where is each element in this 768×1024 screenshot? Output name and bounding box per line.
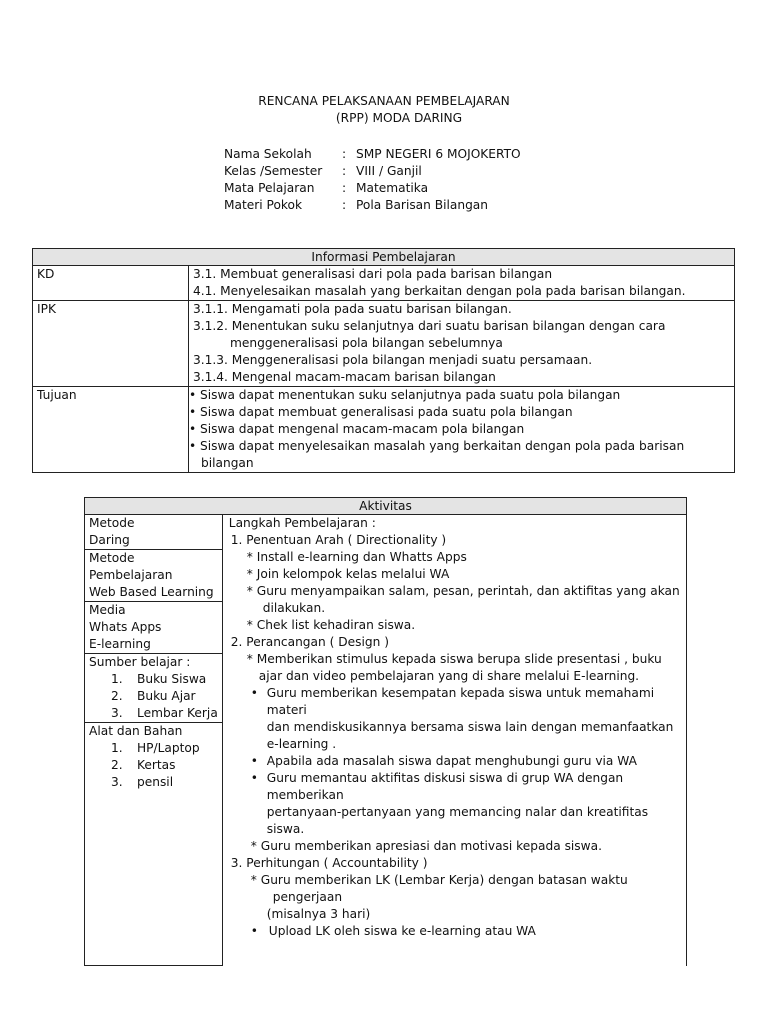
media-item: Whats Apps: [89, 620, 162, 634]
meta-colon: :: [342, 164, 347, 178]
alat-bahan-cell: [85, 723, 222, 966]
step-2-item: dan mendiskusikannya bersama siswa lain dengan memanfaatkan: [266, 720, 674, 734]
step-2-item: [229, 685, 682, 702]
meta-colon: :: [342, 147, 347, 161]
metode-pembelajaran-cell: [85, 550, 222, 602]
meta-value: Matematika: [356, 181, 429, 195]
meta-row-subject: [224, 180, 428, 197]
sumber-belajar-cell: [85, 654, 222, 723]
meta-label: Kelas /Semester: [224, 164, 323, 178]
step-1-item: * Install e-learning dan Whatts Apps: [246, 550, 467, 564]
step-2-item: pertanyaan-pertanyaan yang memancing nalar dan kreatifitas: [266, 805, 649, 819]
alat-label: Alat dan Bahan: [89, 724, 183, 738]
ipk-line: 3.1.4. Mengenal macam-macam barisan bilangan: [193, 370, 496, 384]
list-text: Buku Siswa: [137, 672, 207, 686]
tujuan-item: • Siswa dapat menentukan suku selanjutnya pada suatu pola bilangan: [189, 387, 730, 404]
meta-colon: :: [342, 198, 347, 212]
ipk-label: IPK: [33, 301, 189, 387]
meta-label: Mata Pelajaran: [224, 181, 315, 195]
activity-table: [84, 497, 687, 966]
tujuan-item: • Siswa dapat mengenal macam-macam pola bilangan: [189, 421, 730, 438]
metode-value: Daring: [89, 533, 130, 547]
step-3-item: [229, 923, 682, 940]
list-text: pensil: [137, 775, 174, 789]
meta-value: Pola Barisan Bilangan: [356, 198, 488, 212]
tujuan-item: • Siswa dapat membuat generalisasi pada suatu pola bilangan: [189, 404, 730, 421]
kd-line: 3.1. Membuat generalisasi dari pola pada barisan bilangan: [193, 267, 553, 281]
step-3-item: * Guru memberikan LK (Lembar Kerja) dengan batasan waktu: [250, 873, 628, 887]
step-2-item: ajar dan video pembelajaran yang di share melalui E-learning.: [258, 669, 640, 683]
step-2-item: [229, 753, 682, 770]
ipk-line: 3.1.1. Mengamati pola pada suatu barisan bilangan.: [193, 302, 512, 316]
ipk-content: [189, 301, 735, 387]
step-2-item: siswa.: [266, 822, 305, 836]
list-number: 1.: [111, 672, 123, 686]
list-text: Kertas: [137, 758, 176, 772]
tujuan-content: [189, 387, 735, 473]
step-2-item: memberikan: [266, 788, 344, 802]
kd-line: 4.1. Menyelesaikan masalah yang berkaitan dengan pola pada barisan bilangan.: [193, 284, 686, 298]
alat-item: [89, 757, 218, 774]
step-1-item: dilakukan.: [262, 601, 326, 615]
meta-colon: :: [342, 181, 347, 195]
kd-content: [189, 266, 735, 301]
alat-item: [89, 740, 218, 757]
bullet-icon: •: [250, 771, 258, 785]
langkah-pembelajaran-cell: [222, 515, 686, 967]
step-3-item-text: Upload LK oleh siswa ke e-learning atau WA: [268, 924, 536, 938]
tujuan-label: Tujuan: [33, 387, 189, 473]
list-number: 2.: [111, 689, 123, 703]
step-1-item: * Chek list kehadiran siswa.: [246, 618, 416, 632]
meta-row-topic: [224, 197, 488, 214]
list-number: 1.: [111, 741, 123, 755]
meta-label: Nama Sekolah: [224, 147, 312, 161]
step-3-item: (misalnya 3 hari): [266, 907, 371, 921]
step-1-item: * Guru menyampaikan salam, pesan, perintah, dan aktifitas yang akan: [246, 584, 680, 598]
meta-value: SMP NEGERI 6 MOJOKERTO: [356, 147, 521, 161]
sumber-item: [89, 705, 218, 722]
list-number: 2.: [111, 758, 123, 772]
step-1-item: * Join kelompok kelas melalui WA: [246, 567, 450, 581]
tujuan-item: • Siswa dapat menyelesaikan masalah yang berkaitan dengan pola pada barisan: [189, 438, 730, 455]
ipk-line: 3.1.3. Menggeneralisasi pola bilangan menjadi suatu persamaan.: [193, 353, 593, 367]
sumber-item: [89, 688, 218, 705]
doc-title-line2: (RPP) MODA DARING: [335, 111, 463, 125]
step-3-heading: 3. Perhitungan ( Accountability ): [230, 856, 428, 870]
media-label: Media: [89, 603, 126, 617]
step-2-item-text: Guru memantau aktifitas diskusi siswa di grup WA dengan: [266, 771, 624, 785]
step-2-item: * Memberikan stimulus kepada siswa berupa slide presentasi , buku: [246, 652, 662, 666]
meta-value: VIII / Ganjil: [356, 164, 422, 178]
list-text: HP/Laptop: [137, 741, 200, 755]
list-number: 3.: [111, 775, 123, 789]
step-2-heading: 2. Perancangan ( Design ): [230, 635, 389, 649]
activity-header: Aktivitas: [85, 498, 687, 515]
list-text: Buku Ajar: [137, 689, 196, 703]
ipk-line: menggeneralisasi pola bilangan sebelumnya: [230, 336, 503, 350]
bullet-icon: •: [250, 924, 258, 938]
step-2-item: materi: [266, 703, 307, 717]
metode-cell: [85, 515, 222, 550]
bullet-icon: •: [250, 754, 258, 768]
langkah-title: Langkah Pembelajaran :: [228, 516, 376, 530]
meta-row-class: [224, 163, 422, 180]
step-3-item: pengerjaan: [272, 890, 343, 904]
activity-left-column: [85, 515, 223, 967]
alat-item: [89, 774, 218, 791]
step-2-item-text: Apabila ada masalah siswa dapat menghubungi guru via WA: [266, 754, 637, 768]
step-2-item: e-learning .: [266, 737, 337, 751]
media-cell: [85, 602, 222, 654]
metode-label: Metode: [89, 516, 135, 530]
sumber-label: Sumber belajar :: [89, 655, 191, 669]
step-2-item: [229, 770, 682, 787]
tujuan-item-cont: bilangan: [201, 456, 254, 470]
sumber-item: [89, 671, 218, 688]
ipk-line: 3.1.2. Menentukan suku selanjutnya dari suatu barisan bilangan dengan cara: [193, 319, 666, 333]
list-number: 3.: [111, 706, 123, 720]
info-table: [32, 248, 735, 473]
meta-row-school: [224, 146, 521, 163]
step-2-item: * Guru memberikan apresiasi dan motivasi kepada siswa.: [250, 839, 602, 853]
metode-pembelajaran-label: Metode Pembelajaran: [89, 551, 173, 582]
list-text: Lembar Kerja: [137, 706, 218, 720]
bullet-icon: •: [250, 686, 258, 700]
meta-label: Materi Pokok: [224, 198, 303, 212]
step-1-heading: 1. Penentuan Arah ( Directionality ): [230, 533, 447, 547]
kd-label: KD: [33, 266, 189, 301]
doc-title-line1: RENCANA PELAKSANAAN PEMBELAJARAN: [258, 94, 510, 108]
media-item: E-learning: [89, 637, 151, 651]
metode-pembelajaran-value: Web Based Learning: [89, 585, 214, 599]
step-2-item-text: Guru memberikan kesempatan kepada siswa untuk memahami: [266, 686, 655, 700]
info-header: Informasi Pembelajaran: [33, 249, 735, 266]
